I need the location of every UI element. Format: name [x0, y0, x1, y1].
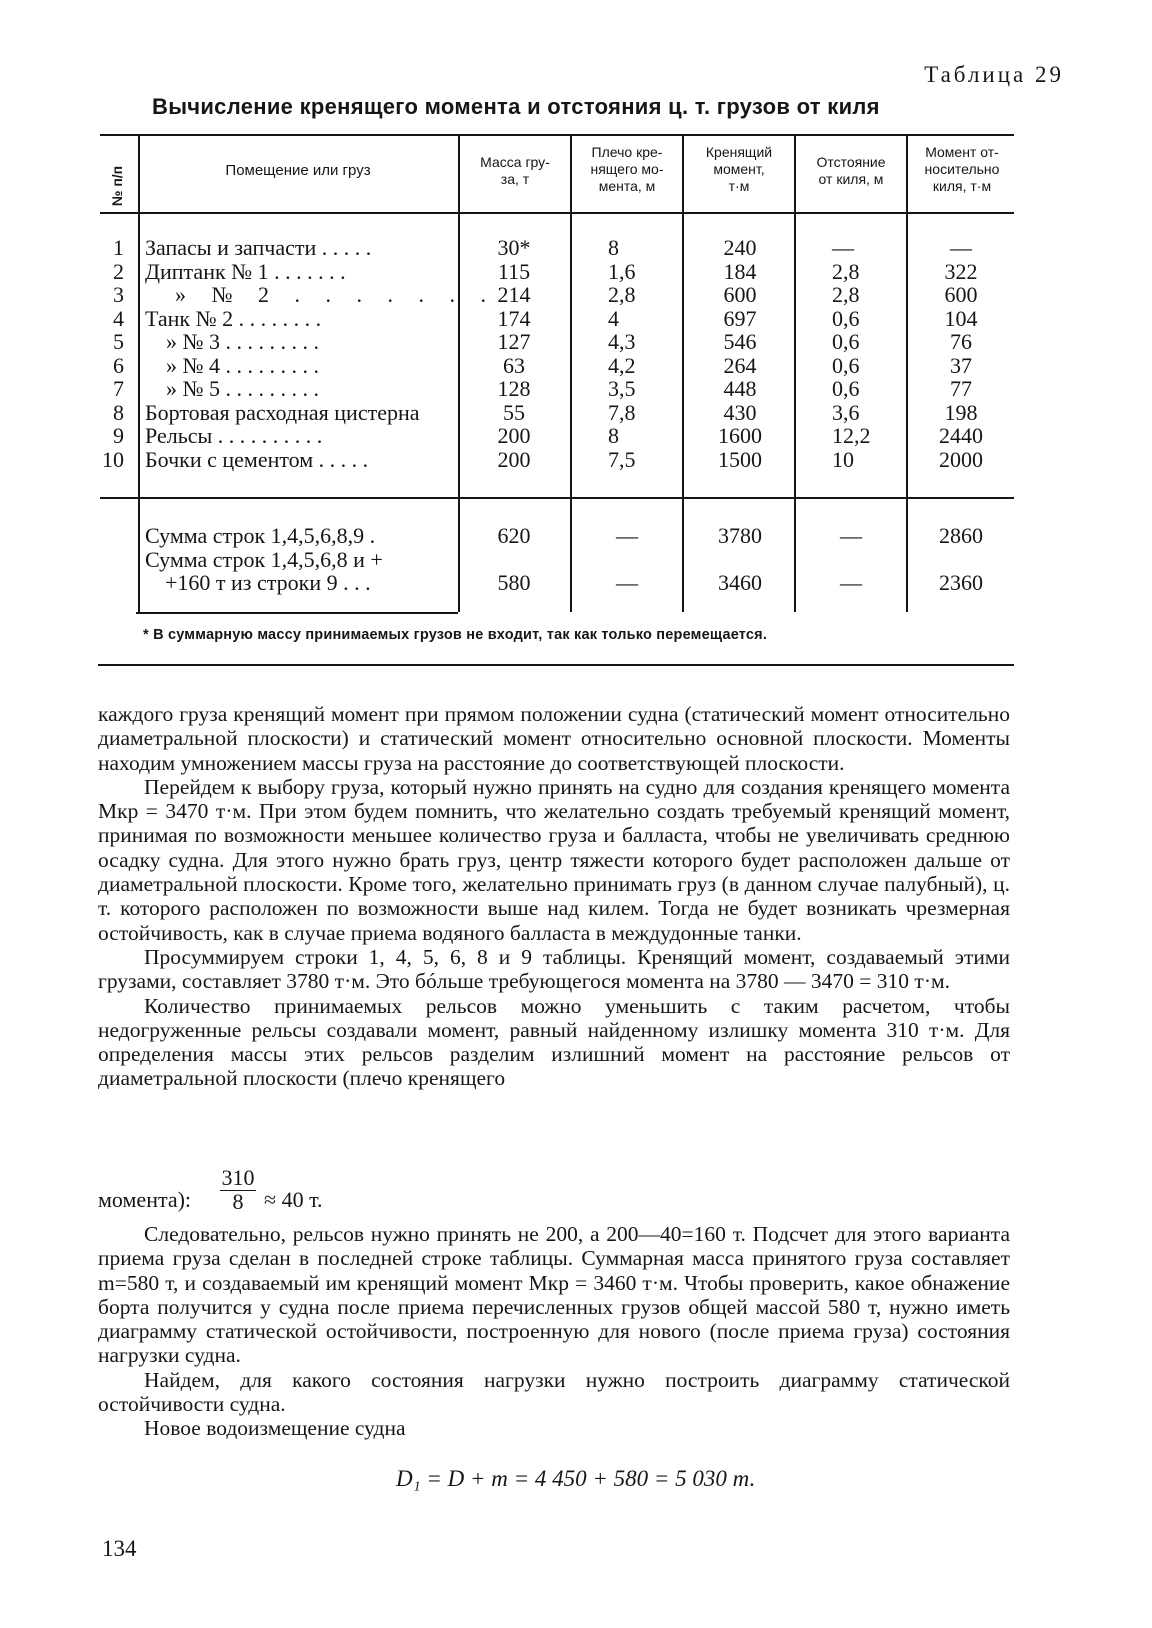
table-row: 7 » № 5 . . . . . . . . . 128 3,5 448 0,6 77 — [113, 376, 972, 401]
paragraph: Новое водоизмещение судна — [144, 1416, 406, 1441]
table-row: 4 Танк № 2 . . . . . . . . 174 4 697 0,6 104 — [113, 305, 978, 331]
header-row-number: № п/п — [109, 165, 125, 207]
header-distance: Отстояние от киля, м — [816, 154, 886, 187]
table-row: 9 Рельсы . . . . . . . . . . 200 8 1600 12,2 2440 — [113, 423, 983, 448]
displacement-formula: D₁ = D + m = 4 450 + 580 = 5 030 т. — [396, 1466, 756, 1491]
paragraph: Перейдем к выбору груза, который нужно принять на судно для создания кренящего момента Мкр = 3470 т·м. При этом будем помнить, что желательно создать требуемый кренящий момент, принимая по возможности меньшее количество груза и балласта, чтобы не увеличивать среднюю осадку судна. Для этого нужно брать груз, центр тяжести которого будет расположен дальше от диаметральной плоскости. Кроме того, желательно принимать груз (в данном случае палубный), ц. т. которого расположен по возможности выше над килем. Тогда не будет возникать чрезмерная остойчивость, как в случае приема водяного балласта в междудонные танки. — [98, 774, 1010, 945]
table-body-rule — [100, 497, 1014, 499]
table-bottom-rule — [98, 664, 1014, 666]
fraction-denominator: 8 — [232, 1189, 244, 1214]
fraction — [213, 1167, 263, 1213]
table-number: Таблица 29 — [924, 62, 1064, 87]
paragraph: Количество принимаемых рельсов можно уменьшить с таким расчетом, чтобы недогруженные рельсы создавали момент, равный найденному излишку момента 310 т·м. Для определения массы этих рельсов разделим излишний момент на расстояние рельсов от диаметральной плоскости (плечо кренящего — [98, 993, 1010, 1091]
table-caption: Вычисление кренящего момента и отстояния ц. т. грузов от киля — [152, 94, 880, 119]
header-keel-moment: Момент от- носительно киля, т·м — [924, 144, 1000, 194]
table-row: 3 » № 2 . . . . . . . 214 2,8 600 2,8 600 — [113, 282, 978, 307]
book-page: Таблица 29 Вычисление кренящего момента и отстояния ц. т. грузов от киля № п/п Помещение или груз Масса гру- за, т Плечо кре- нящего мо- мента, м Кренящий момент, т·м Отстояние от киля, м Момент от- носительно киля, т·м 1 Запасы и запчасти . . . . . 30* 8 240 — — 2 Диптанк № 1 . . . . . . . 115 1,6 184 2,8 322 3 » № 2 . . . . . . . 214 2,8 600 2,8 600 4 Танк № 2 . . . . . . . . 174 4 697 0,6 104 5 » № 3 . . . . . . . . . 127 4,3 546 0,6 76 6 » № 4 . . . . . . . . . 63 4,2 264 0,6 37 7 » № 5 . . . . . . . . . 128 3,5 448 0,6 77 8 Бортовая расходная цистерна 55 7,8 430 3,6 198 9 Рельсы . . . . . . . . . . 200 8 1600 12,2 2440 10 Бочки с цементом . . . . . 200 7,5 1500 10 2000 Сумма строк 1,4,5,6,8,9 . 620 — 3780 — 2860 Сумма строк 1,4,5,6,8 и + +160 т из строки 9 . . . 580 — 3460 — 2360 * В суммарную массу принимаемых грузов не входит, так как только перемещается. каждого груза кренящий момент при прямом положении судна (статический момент относительно диаметральной плоскости) и статический момент относительно основной плоскости. Моменты находим умножением массы груза на расстояние до соответствующей плоскости. Перейдем к выбору груза, который нужно принять на судно для создания кренящего момента Мкр = 3470 т·м. При этом будем помнить, что желательно создать требуемый кренящий момент, принимая по возможности меньшее количество груза и балласта, чтобы не увеличивать среднюю осадку судна. Для этого нужно брать груз, центр тяжести которого будет расположен дальше от диаметральной плоскости. Кроме того, желательно принимать груз (в данном случае палубный), ц. т. которого расположен по возможности выше над килем. Тогда не будет возникать чрезмерная остойчивость, как в случае приема водяного балласта в междудонные танки. Просуммируем строки 1, 4, 5, 6, 8 и 9 таблицы. Кренящий момент, создаваемый этими грузами, составляет 3780 т·м. Это бóльше требующегося момента на 3780 — 3470 = 310 т·м. Количество принимаемых рельсов можно уменьшить с таким расчетом, чтобы недогруженные рельсы создавали момент, равный найденному излишку момента 310 т·м. Для определения массы этих рельсов разделим излишний момент на расстояние рельсов от диаметральной плоскости (плечо кренящего момента): 310 8 ≈ 40 т. Следовательно, рельсов нужно принять не 200, а 200—40=160 т. Подсчет для этого варианта приема груза сделан в последней строке таблицы. Суммарная масса принятого груза составляет m=580 т, и создаваемый им кренящий момент Мкр = 3460 т·м. Чтобы проверить, какое обнажение борта получится у судна после приема перечисленных грузов общей массой 580 т, нужно иметь диаграмму статической остойчивости, построенную для нового (после приема груза) состояния нагрузки судна. Найдем, для какого состояния нагрузки нужно построить диаграмму статической остойчивости судна. Новое водоизмещение судна D₁ = D + m = 4 450 + 580 = 5 030 т. 134 — [0, 0, 1152, 1628]
body-text-continued — [98, 1222, 1010, 1441]
table-row: 2 Диптанк № 1 . . . . . . . 115 1,6 184 2,8 322 — [113, 258, 978, 284]
paragraph: Следовательно, рельсов нужно принять не 200, а 200—40=160 т. Подсчет для этого варианта приема груза сделан в последней строке таблицы. Суммарная масса принятого груза составляет m=580 т, и создаваемый им кренящий момент Мкр = 3460 т·м. Чтобы проверить, какое обнажение борта получится у судна после приема перечисленных грузов общей массой 580 т, нужно иметь диаграмму статической остойчивости, построенную для нового (после приема груза) состояния нагрузки судна. — [98, 1222, 1010, 1368]
paragraph: Просуммируем строки 1, 4, 5, 6, 8 и 9 таблицы. Кренящий момент, создаваемый этими грузами, составляет 3780 т·м. Это бóльше требующегося момента на 3780 — 3470 = 310 т·м. — [98, 944, 1010, 994]
header-mass: Масса гру- за, т — [480, 154, 550, 187]
table-sum-rule — [136, 612, 458, 614]
body-text — [98, 702, 1010, 1091]
fraction-numerator: 310 — [221, 1165, 255, 1190]
table-row: 1 Запасы и запчасти . . . . . 30* 8 240 — — — [113, 235, 972, 260]
table-footnote: * В суммарную массу принимаемых грузов не входит, так как только перемещается. — [143, 627, 768, 643]
fraction-result: ≈ 40 т. — [264, 1187, 323, 1212]
table-header-rule — [100, 212, 1014, 214]
paragraph: каждого груза кренящий момент при прямом положении судна (статический момент относительно диаметральной плоскости) и статический момент относительно основной плоскости. Моменты находим умножением массы груза на расстояние до соответствующей плоскости. — [98, 702, 1010, 775]
table-row: 6 » № 4 . . . . . . . . . 63 4,2 264 0,6 37 — [113, 352, 972, 378]
table-top-rule — [100, 134, 1014, 136]
table-row: 10 Бочки с цементом . . . . . 200 7,5 1500 10 2000 — [102, 446, 983, 472]
header-arm: Плечо кре- нящего мо- мента, м — [590, 144, 664, 194]
page-number: 134 — [102, 1536, 137, 1561]
header-moment: Кренящий момент, т·м — [705, 144, 773, 194]
header-name: Помещение или груз — [225, 162, 371, 179]
fraction-prefix: момента): — [98, 1187, 192, 1212]
paragraph: Найдем, для какого состояния нагрузки нужно построить диаграмму статической остойчивости судна. — [98, 1367, 1010, 1417]
table-row: 8 Бортовая расходная цистерна 55 7,8 430 3,6 198 — [113, 399, 978, 425]
table-row: 5 » № 3 . . . . . . . . . 127 4,3 546 0,6 76 — [113, 329, 972, 354]
